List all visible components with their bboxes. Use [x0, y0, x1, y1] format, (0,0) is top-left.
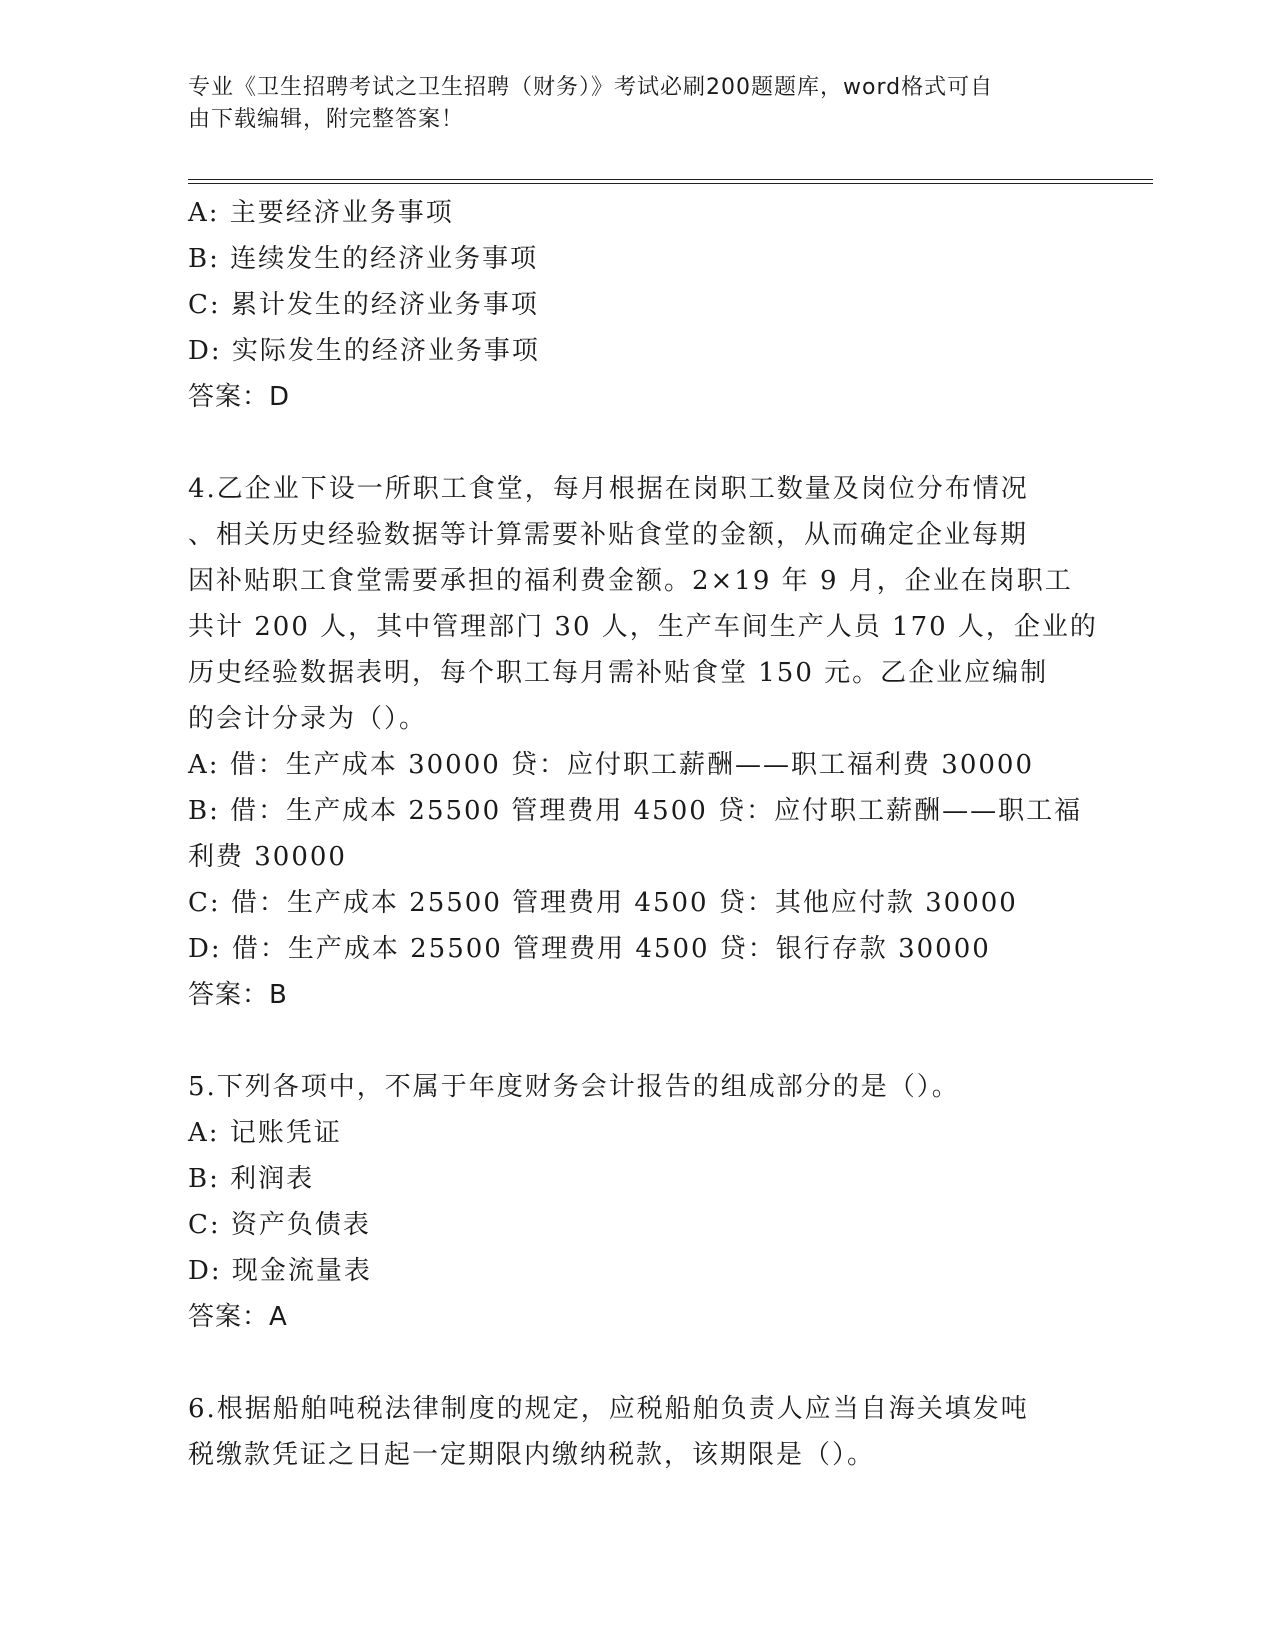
option-d: D: 借：生产成本 25500 管理费用 4500 贷：银行存款 30000: [188, 934, 991, 964]
question-stem-line: 共计 200 人，其中管理部门 30 人，生产车间生产人员 170 人，企业的: [188, 612, 1098, 642]
header-line-2: 由下载编辑，附完整答案！: [188, 107, 465, 132]
question-stem-line: 因补贴职工食堂需要承担的福利费金额。2×19 年 9 月，企业在岗职工: [188, 566, 1073, 596]
header-line-1: 专业《卫生招聘考试之卫生招聘（财务）》考试必刷200题题库，word格式可自: [188, 75, 994, 100]
option-d: D: 现金流量表: [188, 1256, 372, 1286]
document-body: [188, 190, 1098, 1478]
option-b: B: 连续发生的经济业务事项: [188, 244, 539, 274]
question-6: [188, 1386, 1088, 1478]
question-stem-line: 的会计分录为（）。: [188, 704, 428, 734]
option-a: A: 记账凭证: [188, 1118, 342, 1148]
option-c: C: 资产负债表: [188, 1210, 371, 1240]
answer: 答案：D: [188, 382, 291, 412]
question-3: [188, 190, 1088, 420]
question-5: [188, 1064, 1088, 1340]
header-divider-bottom: [188, 183, 1153, 184]
answer: 答案：B: [188, 980, 288, 1010]
option-b: B: 借：生产成本 25500 管理费用 4500 贷：应付职工薪酬——职工福: [188, 796, 1083, 826]
question-stem-line: 税缴款凭证之日起一定期限内缴纳税款，该期限是（）。: [188, 1440, 876, 1470]
option-d: D: 实际发生的经济业务事项: [188, 336, 540, 366]
spacer: [188, 1018, 1088, 1064]
question-4: [188, 466, 1098, 1018]
question-stem: 5.下列各项中，不属于年度财务会计报告的组成部分的是（）。: [188, 1072, 960, 1102]
answer: 答案：A: [188, 1302, 288, 1332]
header-divider-top: [188, 179, 1153, 180]
option-b-continued: 利费 30000: [188, 842, 347, 872]
question-stem-line: 4.乙企业下设一所职工食堂，每月根据在岗职工数量及岗位分布情况: [188, 474, 1029, 504]
spacer: [188, 1340, 1088, 1386]
question-stem-line: 历史经验数据表明，每个职工每月需补贴食堂 150 元。乙企业应编制: [188, 658, 1049, 688]
question-stem-line: 、相关历史经验数据等计算需要补贴食堂的金额，从而确定企业每期: [188, 520, 1029, 550]
option-c: C: 累计发生的经济业务事项: [188, 290, 539, 320]
document-header: [188, 72, 1088, 136]
option-a: A: 借：生产成本 30000 贷：应付职工薪酬——职工福利费 30000: [188, 750, 1035, 780]
spacer: [188, 420, 1088, 466]
question-stem-line: 6.根据船舶吨税法律制度的规定，应税船舶负责人应当自海关填发吨: [188, 1394, 1029, 1424]
option-c: C: 借：生产成本 25500 管理费用 4500 贷：其他应付款 30000: [188, 888, 1018, 918]
option-b: B: 利润表: [188, 1164, 315, 1194]
option-a: A: 主要经济业务事项: [188, 198, 454, 228]
